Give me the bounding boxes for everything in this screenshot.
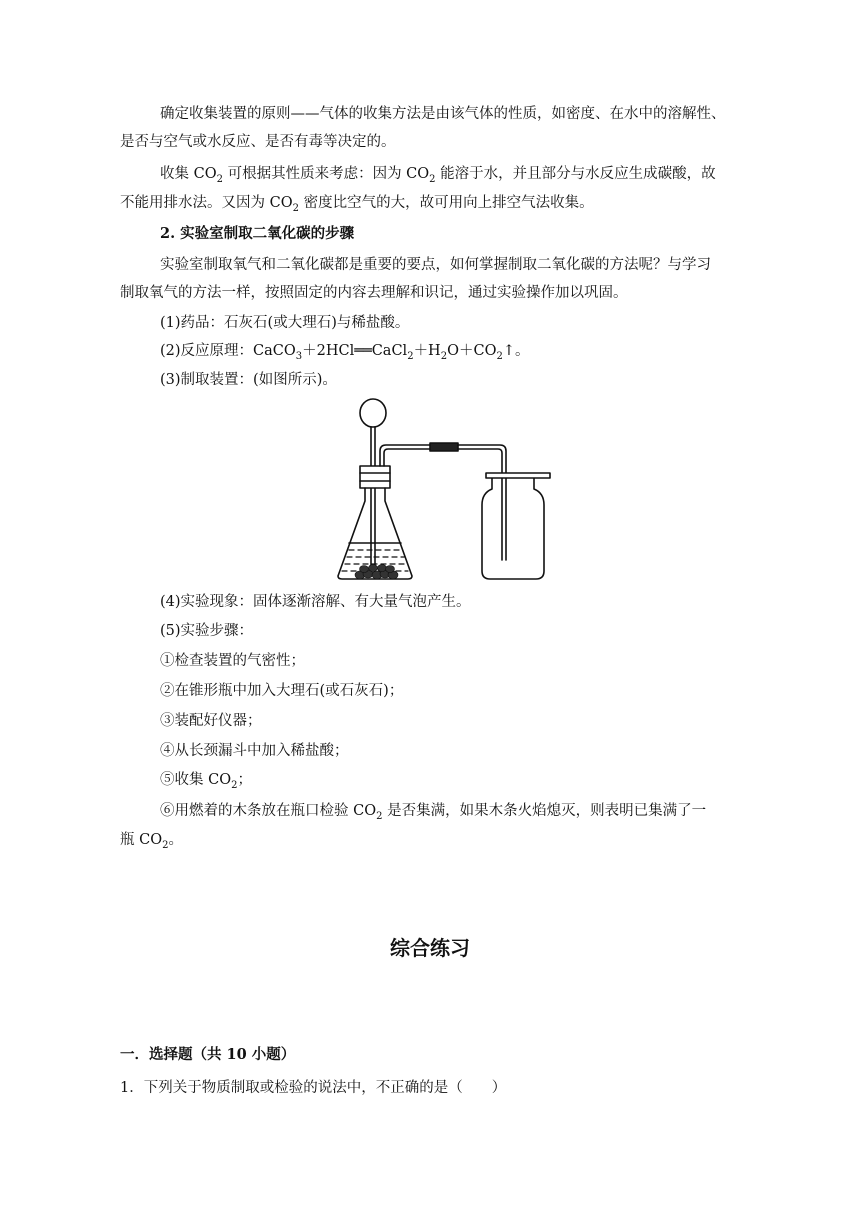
- paragraph-1-line-1: 确定收集装置的原则——气体的收集方法是由该气体的性质，如密度、在水中的溶解性、: [160, 106, 726, 122]
- item-steps-heading: (5)实验步骤：: [160, 623, 254, 639]
- text-run: 能溶于水，并且部分与水反应生成碳酸，故: [435, 166, 716, 182]
- glass-plate: [486, 473, 550, 478]
- stopper: [360, 466, 390, 488]
- text-run: ⑥用燃着的木条放在瓶口检验 CO: [160, 803, 377, 819]
- step-item: [0, 770, 860, 792]
- text-run: (2)反应原理：CaCO: [160, 343, 296, 359]
- section-heading: 2. 实验室制取二氧化碳的步骤: [160, 225, 355, 242]
- subscript: 2: [292, 203, 299, 214]
- section-title: 综合练习: [390, 936, 470, 960]
- gas-collecting-bottle: [482, 477, 544, 579]
- item-apparatus: (3)制取装置：(如图所示)。: [160, 372, 337, 388]
- subscript: 2: [162, 840, 169, 851]
- text-run: 密度比空气的大，故可用向上排空气法收集。: [298, 195, 594, 211]
- delivery-tube-1: [380, 445, 430, 466]
- question-item: 1．下列关于物质制取或检验的说法中，不正确的是（ ）: [120, 1080, 507, 1096]
- subscript: 2: [376, 811, 383, 822]
- paragraph-1-line-2: 是否与空气或水反应、是否有毒等决定的。: [120, 134, 396, 150]
- text-run: 可根据其性质来考虑：因为 CO: [222, 166, 430, 182]
- subscript: 3: [295, 351, 303, 362]
- subscript: 2: [440, 351, 448, 362]
- step-item: ③装配好仪器；: [160, 713, 262, 729]
- text-run: 不能用排水法。又因为 CO: [120, 195, 293, 211]
- text-run: ⑤收集 CO: [160, 772, 232, 788]
- rubber-connector: [430, 443, 458, 451]
- subscript: 2: [496, 351, 503, 362]
- co2-apparatus-figure: [330, 393, 560, 585]
- funnel-bulb: [360, 399, 386, 427]
- text-run: 。: [168, 832, 183, 848]
- subscript: 2: [216, 174, 223, 185]
- paragraph-3-line-2: 制取氧气的方法一样，按照固定的内容去理解和识记，通过实验操作加以巩固。: [120, 285, 628, 301]
- question-group-heading: 一．选择题（共 10 小题）: [120, 1046, 296, 1063]
- item-materials: (1)药品：石灰石(或大理石)与稀盐酸。: [160, 315, 410, 331]
- text-run: 瓶 CO: [120, 832, 163, 848]
- paragraph-2-line-1: [0, 164, 860, 186]
- subscript: 2: [429, 174, 436, 185]
- text-run: ＋2HCl══CaCl: [302, 343, 408, 359]
- text-run: O＋CO: [447, 343, 497, 359]
- subscript: 2: [407, 351, 414, 362]
- item-reaction: [0, 341, 860, 363]
- step-item: ④从长颈漏斗中加入稀盐酸；: [160, 743, 349, 759]
- paragraph-3-line-1: 实验室制取氧气和二氧化碳都是重要的要点，如何掌握制取二氧化碳的方法呢？与学习: [160, 257, 711, 273]
- subscript: 2: [231, 780, 238, 791]
- text-run: ＋H: [413, 343, 441, 359]
- step-item-continued: [0, 830, 860, 852]
- step-item: ①检查装置的气密性；: [160, 653, 305, 669]
- text-run: 收集 CO: [160, 166, 217, 182]
- step-item: ②在锥形瓶中加入大理石(或石灰石)；: [160, 683, 404, 699]
- text-run: 是否集满，如果木条火焰熄灭，则表明已集满了一: [382, 803, 707, 819]
- text-run: ；: [237, 772, 252, 788]
- paragraph-2-line-2: [0, 193, 860, 215]
- text-run: ↑。: [502, 343, 530, 359]
- step-item: [0, 801, 860, 823]
- item-phenomenon: (4)实验现象：固体逐渐溶解、有大量气泡产生。: [160, 594, 471, 610]
- marble-chips: [355, 565, 398, 580]
